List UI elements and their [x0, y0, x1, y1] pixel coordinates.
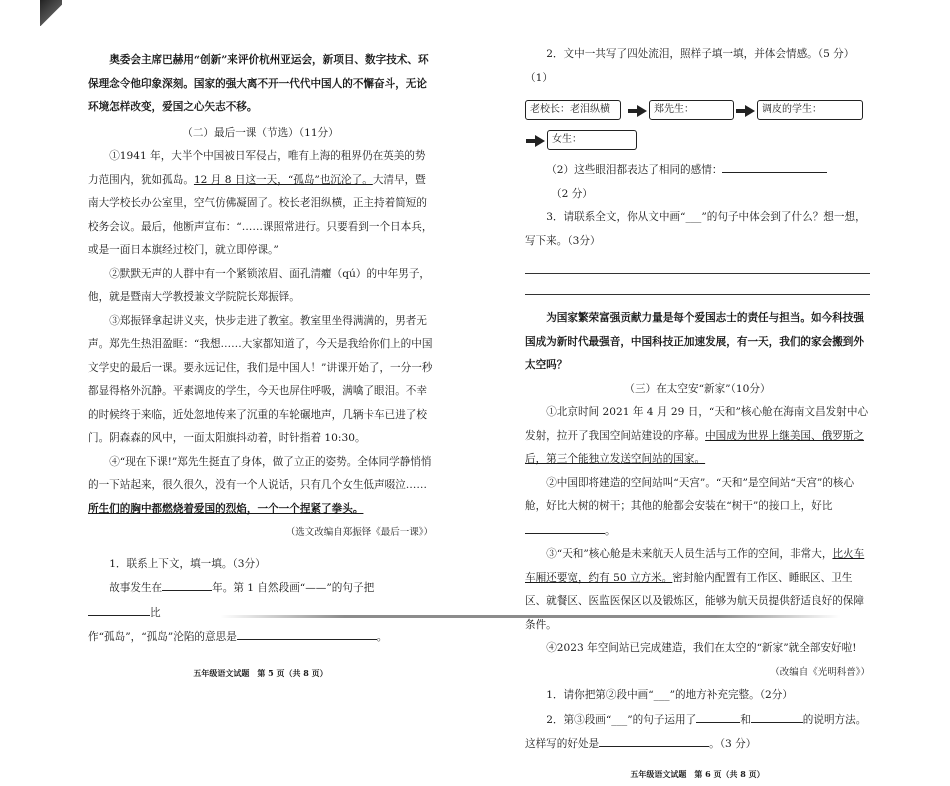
- space-q2-text-a: 2．第③段画“___”的句子运用了: [546, 714, 696, 726]
- intro-passage-2: 为国家繁荣富强贡献力量是每个爱国志士的责任与担当。如今科技强国成为新时代最强音，中国科技正加速发展，有一天，我们的家会搬到外太空吗？: [525, 307, 870, 378]
- q1-blank-meaning[interactable]: [237, 625, 377, 640]
- space-p3-text-a: ③“天和”核心舱是未来航天人员生活与工作的空间，非常大，: [546, 548, 832, 560]
- paragraph-4: [88, 451, 433, 522]
- question-1-prompt: 1．联系上下文，填一填。（3分）: [88, 553, 433, 577]
- page-5: [88, 40, 433, 685]
- q1-text-e: 。: [377, 631, 388, 643]
- space-p3-text-b: 密封舱内配置有工作区、睡眠区、卫生区、就餐区、医监医保区以及锻炼区，能够为航天员提供舒适良好的保障条件。: [525, 572, 864, 631]
- page-6-footer: 五年级语文试题 第 6 页（共 8 页）: [525, 763, 870, 786]
- passage-source: （选文改编自郑振铎《最后一课》）: [88, 521, 433, 545]
- scan-bottom-shadow: [220, 615, 840, 618]
- section-three-title: （三）在太空安“新家”（10分）: [525, 378, 870, 402]
- q2-prompt: 2．文中一共写了四处流泪，照样子填一填，并体会情感。（5 分）: [525, 43, 870, 67]
- paragraph-1-text-a: ①1941 年，大半个中国被日军侵占，唯有上海的租界仍在英美的势力范围内，犹如孤岛。: [88, 150, 426, 186]
- space-q2-text-d: 。（3 分）: [709, 738, 756, 750]
- q1-text-a: 故事发生在: [109, 582, 162, 594]
- paragraph-4-underlined: 所生们的胸中都燃烧着爱国的烈焰，一个一个捏紧了拳头。: [88, 503, 363, 515]
- page-5-footer: 五年级语文试题 第 5 页（共 8 页）: [88, 662, 433, 686]
- space-q2-text-c: 的说明方法。这样写的好处是: [525, 714, 866, 751]
- intro-passage: 奥委会主席巴赫用“创新”来评价杭州亚运会，新项目、数字技术、环保理念令他印象深刻。国家的强大离不开一代代中国人的不懈奋斗，无论环境怎样改变，爱国之心矢志不移。: [88, 49, 433, 120]
- tears-flow-row-1: [525, 96, 870, 126]
- space-q1: 1．请你把第②段中画“___”的地方补充完整。（2分）: [525, 684, 870, 708]
- space-q2-line: [525, 708, 870, 757]
- paragraph-2: ②默默无声的人群中有一个紧锁浓眉、面孔清癯（qú）的中年男子，他，就是暨南大学教授兼文学院院长郑振铎。: [88, 263, 433, 310]
- q2-sub-1: （1）: [525, 67, 870, 91]
- space-p1-text: ①北京时间 2021 年 4 月 29 日，“天和”核心舱在海南文昌发射中心发射，拉开了我国空间站建设的序幕。: [525, 406, 868, 442]
- q1-blank-year[interactable]: [162, 576, 212, 591]
- q1-blank-compared[interactable]: [88, 601, 150, 616]
- paragraph-3: ③郑振铎拿起讲义夹，快步走进了教室。教室里坐得满满的，男者无声。郑先生热泪盈眶：“我想……大家都知道了，今天是我给你们上的中国文学史的最后一课。要永远记住，我们是中国人！”讲课开始了，一分一秒都显得格外沉静。平素调皮的学生，今天也屏住呼吸，满噙了眼泪。不幸的时候终于来临，近处忽地传来了沉重的车轮碾地声，几辆卡车已进了校门。阴森森的风中，一面太阳旗抖动着，时针指着 10:30。: [88, 310, 433, 451]
- q1-text-b: 年。第 1 自然段画“——”的句子把: [212, 582, 374, 594]
- paragraph-1-text-b: 大清早，暨南大学校长办公室里，空气仿佛凝固了。校长老泪纵横，正主持着简短的校务会议。最后，他断声宣布：“……课照常进行。只要看到一个日本兵，或是一面日本旗经过校门，就立即停课。”: [88, 174, 432, 257]
- paragraph-1: [88, 145, 433, 263]
- space-q2-blank-1[interactable]: [696, 708, 740, 723]
- question-1-line-2: [88, 625, 433, 650]
- scan-corner-mark: [40, 0, 62, 26]
- space-paragraph-1: [525, 401, 870, 472]
- space-p2-text: ②中国即将建造的空间站叫“天宫”。“天和”是空间站“天宫”的核心舱，好比大树的树干；其他的舱都会安装在“树干”的接口上，好比: [525, 477, 854, 513]
- space-passage-source: （改编自《光明科普》）: [525, 661, 870, 685]
- q2-2-blank[interactable]: [722, 158, 827, 173]
- q3-answer-line-2[interactable]: [525, 274, 870, 295]
- space-q2-text-b: 和: [740, 714, 751, 726]
- flow-arrow-2: [745, 105, 755, 117]
- q3-answer-line-1[interactable]: [525, 253, 870, 274]
- flow-box-girls[interactable]: 女生：: [547, 130, 637, 150]
- flow-arrow-1: [637, 105, 647, 117]
- space-p1-underlined: 中国成为世界上继美国、俄罗斯之后，第三个能独立发送空间站的国家。: [525, 430, 864, 466]
- q1-text-d: 作“孤岛”，“孤岛”沦陷的意思是: [88, 631, 237, 643]
- flow-box-principal: 老校长：老泪纵横: [525, 100, 621, 120]
- flow-box-zheng[interactable]: 郑先生：: [649, 100, 734, 120]
- flow-box-naughty-student[interactable]: 调皮的学生：: [757, 100, 863, 120]
- tears-flow-row-2: [525, 126, 870, 156]
- space-p3-underlined: 比火车车厢还要宽，约有 50 立方米。: [525, 548, 864, 584]
- q2-2-line: [525, 158, 870, 206]
- q2-2-text: （2）这些眼泪都表达了相同的感情：: [546, 164, 722, 176]
- space-paragraph-2: [525, 472, 870, 544]
- space-q2-blank-2[interactable]: [751, 708, 803, 723]
- paragraph-4-text: ④“现在下课!”郑先生挺直了身体，做了立正的姿势。全体同学静悄悄的一下站起来，很久很久，没有一个人说话，只有几个女生低声啜泣……: [88, 456, 432, 492]
- page-6: [525, 40, 870, 786]
- space-q2-blank-3[interactable]: [599, 732, 709, 747]
- paragraph-1-underlined: 12 月 8 日这一天，“孤岛”也沉沦了。: [194, 174, 373, 186]
- q1-text-c: 比: [150, 607, 161, 619]
- flow-arrow-3: [535, 135, 545, 147]
- q3-prompt: 3．请联系全文，你从文中画“___”的句子中体会到了什么？想一想，写下来。（3分）: [525, 206, 870, 253]
- section-two-title: （二）最后一课（节选）（11分）: [88, 122, 433, 146]
- space-paragraph-4: ④2023 年空间站已完成建造，我们在太空的“新家”就全部安好啦!: [525, 637, 870, 661]
- space-paragraph-3: [525, 543, 870, 637]
- space-p2-end: 。: [605, 525, 616, 537]
- q2-2-score: （2 分）: [551, 188, 593, 200]
- space-p2-blank[interactable]: [525, 519, 605, 534]
